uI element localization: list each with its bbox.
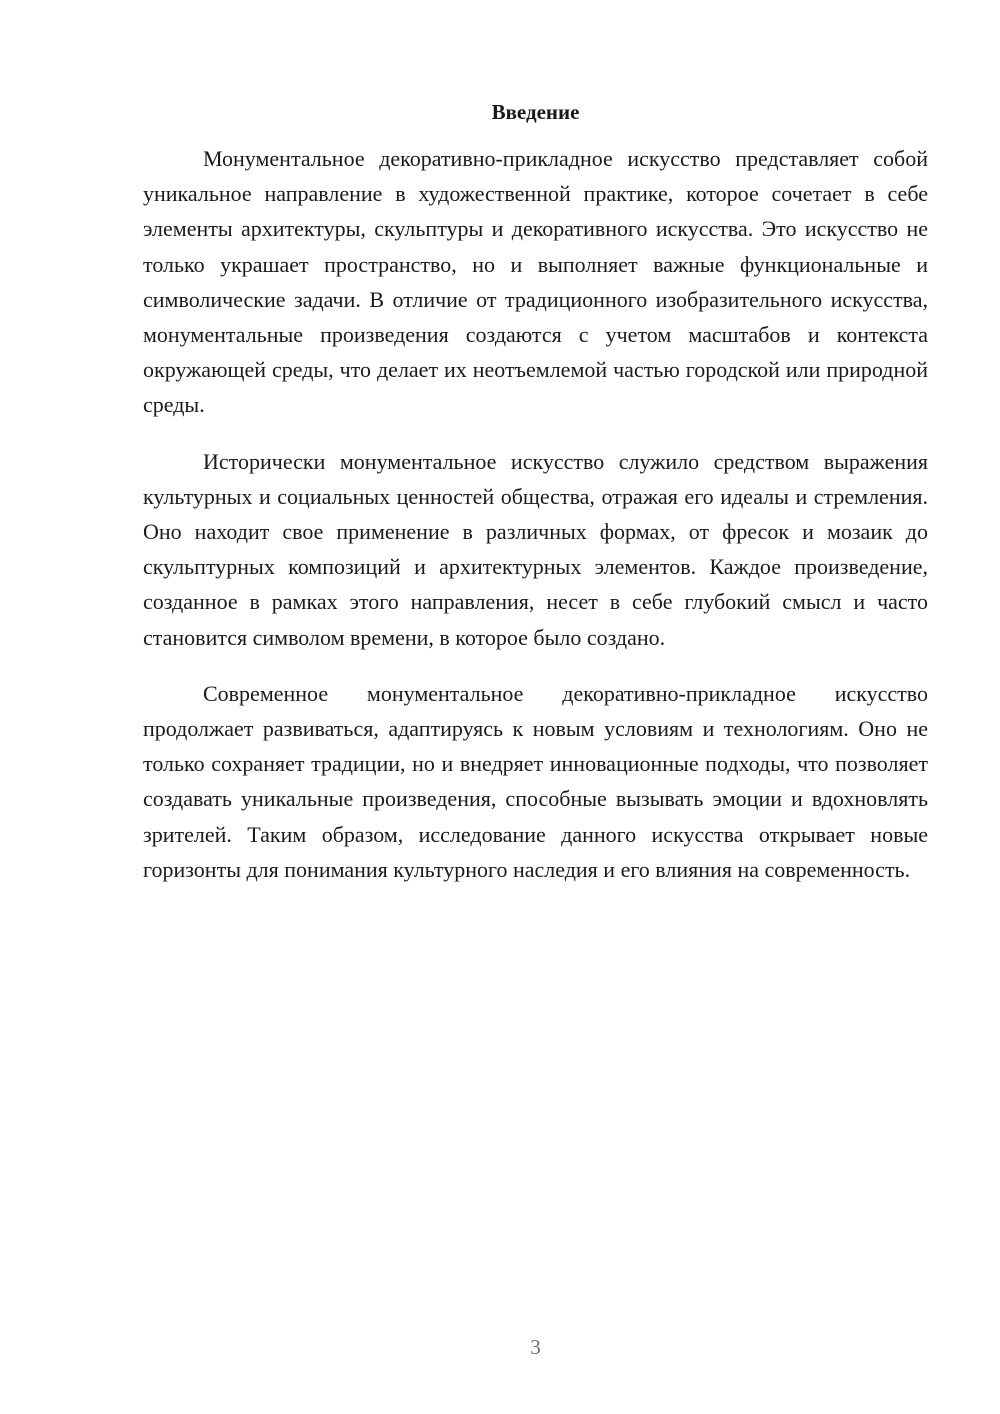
paragraph-1: Монументальное декоративно-прикладное искусство представляет собой уникальное направление в художественной практике, которое сочетает в себе элементы архитектуры, скульптуры и декоративного искусства. Это искусство не только украшает пространство, но и выполняет важные функциональные и символические задачи. В отличие от традиционного изобразительного искусства, монументальные произведения создаются с учетом масштабов и контекста окружающей среды, что делает их неотъемлемой частью городской или природной среды.: [143, 146, 928, 418]
body-text: [143, 141, 928, 908]
paragraph-2: Исторически монументальное искусство служило средством выражения культурных и социальных ценностей общества, отражая его идеалы и стремления. Оно находит свое применение в различных формах, от фресок и мозаик до скульптурных композиций и архитектурных элементов. Каждое произведение, созданное в рамках этого направления, несет в себе глубокий смысл и часто становится символом времени, в которое было создано.: [143, 448, 928, 650]
paragraph-3: Современное монументальное декоративно-прикладное искусство продолжает развиваться, адаптируясь к новым условиям и технологиям. Оно не только сохраняет традиции, но и внедряет инновационные подходы, что позволяет создавать уникальные произведения, способные вызывать эмоции и вдохновлять зрителей. Таким образом, исследование данного искусства открывает новые горизонты для понимания культурного наследия и его влияния на современность.: [143, 680, 928, 882]
page-number: 3: [530, 1335, 541, 1359]
section-title: Введение: [491, 100, 580, 124]
